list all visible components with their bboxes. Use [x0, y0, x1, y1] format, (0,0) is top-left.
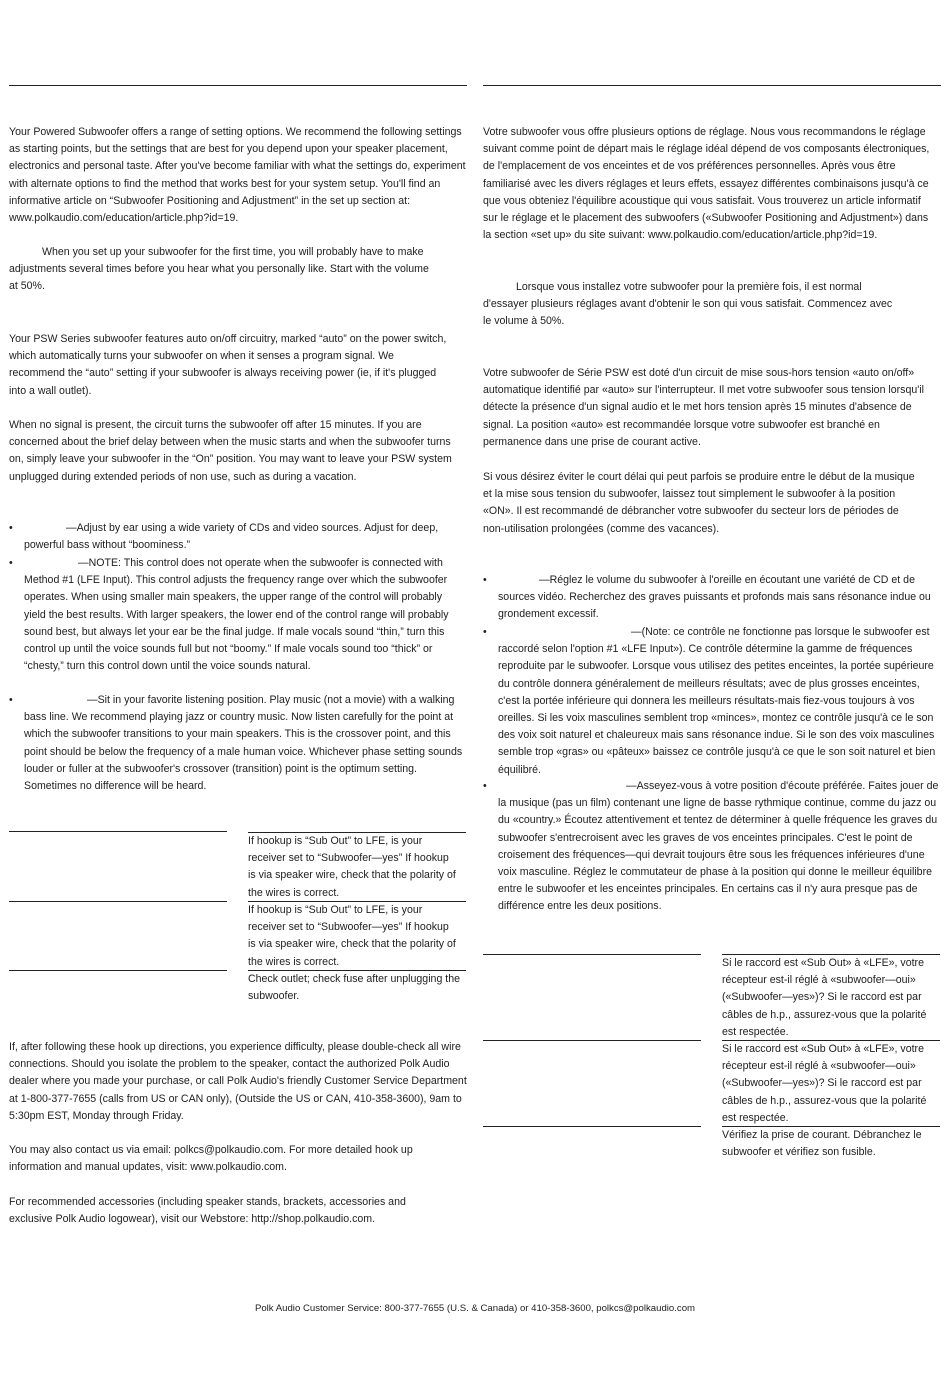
en-first-time-text: When you set up your subwoofer for the first time, you will probably have to make adjustments several times before you hear what you personally like. Start with the volume at 50%. — [9, 246, 429, 293]
en-bullet-volume-text: —Adjust by ear using a wide variety of CDs and video sources. Adjust for deep, powerful bass without “boominess.” — [24, 522, 439, 552]
en-bullet-phase — [9, 692, 469, 795]
bullet-glyph: • — [9, 557, 13, 569]
en-trouble-cell-2: If hookup is “Sub Out” to LFE, is your receiver set to “Subwoofer—yes” If hookup is via speaker wire, check that the polarity of the wires is correct. — [248, 904, 456, 968]
bullet-glyph: • — [9, 694, 13, 706]
en-auto-paragraph-1: Your PSW Series subwoofer features auto on/off circuitry, marked “auto” on the power switch, which automatically turns your subwoofer on when it senses a program signal. We recommend the “auto” setting if your subwoofer is always receiving power (ie, if it's plugged into a wall outlet). — [9, 333, 447, 397]
bullet-glyph: • — [9, 522, 13, 534]
bullet-glyph: • — [483, 574, 487, 586]
fr-trouble-cell-3: Vérifiez la prise de courant. Débranchez le subwoofer et vérifiez son fusible. — [722, 1129, 922, 1159]
en-first-time-paragraph — [9, 244, 429, 296]
en-bullet-crossover — [9, 555, 466, 675]
header-rule-right — [483, 85, 941, 86]
fr-bullet-volume — [483, 572, 941, 624]
fr-bullet-phase — [483, 778, 941, 916]
fr-trouble-cell-1: Si le raccord est «Sub Out» à «LFE», votre récepteur est-il réglé à «subwoofer—oui» («Subwoofer—yes»)? Si le raccord est par câbles de h.p., assurez-vous que la polarité est respectée. — [722, 957, 927, 1038]
fr-first-time-text: Lorsque vous installez votre subwoofer pour la première fois, il est normal d'essayer plusieurs réglages avant d'obtenir le son qui vous satisfait. Commencez avec le volume à 50%. — [483, 281, 893, 328]
en-table-rule — [9, 901, 227, 902]
header-rule-left — [9, 85, 467, 86]
fr-trouble-cell-2: Si le raccord est «Sub Out» à «LFE», votre récepteur est-il réglé à «subwoofer—oui» («Subwoofer—yes»)? Si le raccord est par câbles de h.p., assurez-vous que la polarité est respectée. — [722, 1043, 927, 1124]
en-trouble-cell-3: Check outlet; check fuse after unplugging the subwoofer. — [248, 973, 461, 1003]
en-intro-paragraph: Your Powered Subwoofer offers a range of setting options. We recommend the following settings as starting points, but the settings that are best for you depend upon your speaker placement, electronics and personal taste. After you've become familiar with what the settings do, experiment with alternate options to find the method that works best for your system setup. You'll find an informative article on “Subwoofer Positioning and Adjustment” in the set up section at: www.polkaudio.com/education/article.php?id=19. — [9, 126, 466, 225]
fr-auto-paragraph-1: Votre subwoofer de Série PSW est doté d'un circuit de mise sous-hors tension «auto on/off» automatique identifié par «auto» sur l'interrupteur. Il met votre subwoofer sous tension lorsqu'il détecte la présence d'un signal audio et le met hors tension après 15 minutes d'absence de signal. La position «auto» est recommandée lorsque votre subwoofer est branché en permanence dans une prise de courant active. — [483, 367, 924, 448]
en-bullet-volume — [9, 520, 469, 554]
fr-table-rule — [483, 1126, 701, 1127]
fr-bullet-phase-text: —Asseyez-vous à votre position d'écoute préférée. Faites jouer de la musique (pas un film) contenant une ligne de basse rythmique continue, comme du jazz ou du «country.» Écoutez attentivement et tentez de déterminer à quelle fréquence les graves du subwoofer s'entrecroisent avec les graves de vos enceintes principales. C'est le point de croisement des fréquences—qui devrait toujours être sous les fréquences inférieures d'une voix masculine. Réglez le commutateur de phase à la position qui donne le meilleur équilibre entre le subwoofer et les enceintes principales. En certains cas il n'y aura presque pas de différence entre les deux positions. — [498, 780, 939, 913]
en-help-paragraph-1: If, after following these hook up directions, you experience difficulty, please double-check all wire connections. Should you isolate the problem to the speaker, contact the authorized Polk Audio dealer where you made your purchase, or call Polk Audio's friendly Customer Service Department at 1-800-377-7655 (calls from US or CAN only), (Outside the US or CAN, 410-358-3600), 9am to 5:30pm EST, Monday through Friday. — [9, 1041, 467, 1122]
fr-auto-paragraph-2: Si vous désirez éviter le court délai qui peut parfois se produire entre le début de la musique et la mise sous tension du subwoofer, laissez tout simplement le subwoofer à la position «ON». Il est recommandé de débrancher votre subwoofer du secteur lors de périodes de non-utilisation prolongées (comme des vacances). — [483, 471, 915, 535]
en-bullet-crossover-text: —NOTE: This control does not operate when the subwoofer is connected with Method #1 (LFE Input). This control adjusts the frequency range over which the subwoofer operates. When using smaller main speakers, the upper range of the control will probably yield the best results. With larger speakers, the lower end of the control range will probably sound best, but always let your ear be the final judge. If male vocals sound “thin,” turn this control up until the voice sounds full but not “boomy.” If male vocals sound too “thick” or “chesty,” turn this control down until the voice sounds natural. — [24, 557, 449, 673]
fr-table-rule — [483, 954, 701, 955]
fr-first-time-paragraph — [483, 279, 903, 331]
en-auto-paragraph-2: When no signal is present, the circuit turns the subwoofer off after 15 minutes. If you are concerned about the brief delay between when the music starts and when the subwoofer turns on, simply leave your subwoofer in the “On” position. You may want to leave your PSW system unplugged during extended periods of non use, such as during a vacation. — [9, 419, 452, 483]
fr-table-rule — [483, 1040, 701, 1041]
fr-bullet-crossover-text: —(Note: ce contrôle ne fonctionne pas lorsque le subwoofer est raccordé selon l'option #1 «LFE Input»). Ce contrôle détermine la gamme de fréquences reproduite par le subwoofer. Lorsque vous utilisez des petites enceintes, la portée supérieure du contrôle donnera généralement de meilleurs résultats; avec de plus grosses enceintes, c'est la portée inférieure qui donnera les meilleurs résultats-mais fiez-vous toujours à vos oreilles. Si les voix masculines semblent trop «minces», montez ce contrôle jusqu'à ce le son des voix soit naturel et chaleureux mais sans résonance indue. Si le son des voix masculines semble trop «gras» ou «pâteux» baissez ce contrôle jusqu'à ce que le son soit naturel et bien équilibré. — [498, 626, 936, 776]
fr-bullet-crossover — [483, 624, 941, 779]
bullet-glyph: • — [483, 780, 487, 792]
en-table-rule — [9, 970, 227, 971]
en-bullet-phase-text: —Sit in your favorite listening position. Play music (not a movie) with a walking bass line. We recommend playing jazz or country music. Now listen carefully for the point at which the subwoofer transitions to your main speakers. This is the crossover point, and this point should be below the frequency of a male human voice. Whichever phase setting sounds louder or fuller at the subwoofer's crossover (transition) point is the optimum setting. Sometimes no difference will be heard. — [24, 694, 463, 793]
en-help-paragraph-2: You may also contact us via email: polkcs@polkaudio.com. For more detailed hook up information and manual updates, visit: www.polkaudio.com. — [9, 1144, 413, 1174]
fr-intro-paragraph: Votre subwoofer vous offre plusieurs options de réglage. Nous vous recommandons le réglage suivant comme point de départ mais le réglage idéal dépend de vos composants électroniques, de l'emplacement de vos enceintes et de vos préférences personnelles. Après vous être familiarisé avec les divers réglages et leurs effets, essayez différentes combinaisons jusqu'à ce que vous obteniez l'équilibre acoustique qui vous satisfait. Vous trouverez un article informatif sur le réglage et le placement des subwoofers («Subwoofer Positioning and Adjustment») dans la section «set up» du site suivant: www.polkaudio.com/education/article.php?id=19. — [483, 126, 930, 242]
en-help-paragraph-3: For recommended accessories (including speaker stands, brackets, accessories and exclusive Polk Audio logowear), visit our Webstore: http://shop.polkaudio.com. — [9, 1196, 406, 1226]
fr-bullet-volume-text: —Réglez le volume du subwoofer à l'oreille en écoutant une variété de CD et de sources vidéo. Recherchez des graves puissants et profonds mais sans résonance indue ou grondement excessif. — [498, 574, 931, 621]
en-trouble-cell-1: If hookup is “Sub Out” to LFE, is your receiver set to “Subwoofer—yes” If hookup is via speaker wire, check that the polarity of the wires is correct. — [248, 835, 456, 899]
en-table-rule — [9, 831, 227, 832]
footer-contact: Polk Audio Customer Service: 800-377-7655 (U.S. & Canada) or 410-358-3600, polkcs@polkaudio.com — [254, 1303, 696, 1314]
bullet-glyph: • — [483, 626, 487, 638]
